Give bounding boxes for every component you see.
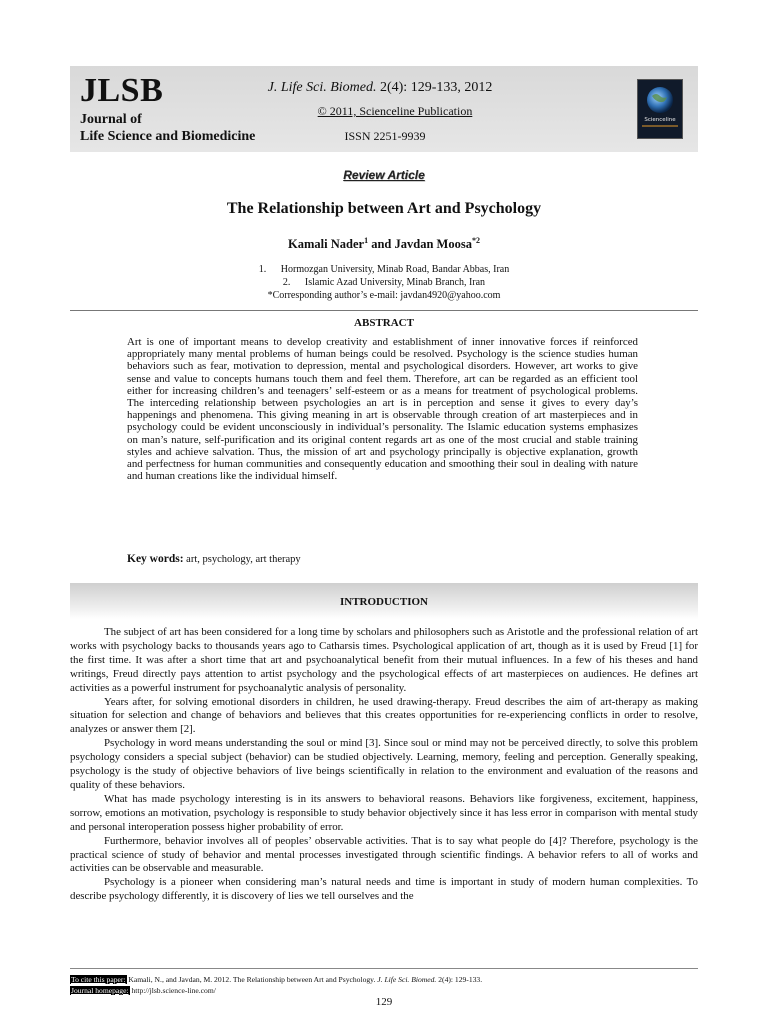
affiliation-2 bbox=[0, 277, 768, 288]
citation-volume: 2(4): 129-133, 2012 bbox=[376, 80, 493, 95]
cite-label: To cite this paper: bbox=[71, 975, 126, 984]
author-joiner: and bbox=[368, 237, 395, 252]
author-2-affiliation: *2 bbox=[471, 236, 480, 245]
paragraph: The subject of art has been considered for a long time by scholars and philosophers such as Aristotle and the professional relation of art works with psychology backs to thousands years ago to Catharsis times. Psychological application of art, though as it is used by Freud [1] for the first time. It was after a short time that art and psychoanalytical benefit from their mutual influences. In a few of his theses and hand writings, Freud directly pays attention to artist psychology and the psychological effects of art masterpieces on audiences. He defines art activities as a powerful instrument for psychoanalytic analysis of personality. bbox=[70, 626, 698, 694]
affiliation-1 bbox=[0, 264, 768, 275]
page-number: 129 bbox=[375, 996, 393, 1008]
issn: ISSN 2251-9939 bbox=[344, 129, 426, 143]
article-title: The Relationship between Art and Psychology bbox=[226, 200, 542, 217]
introduction-heading: INTRODUCTION bbox=[339, 596, 428, 608]
paragraph: Psychology in word means understanding the soul or mind [3]. Since soul or mind may not be perceived directly, to solve this problem psychology considers a special subject (behavior) can be studied objectively. Learning, memory, feeling and perception. Generally speaking, psychology is the study of objective behaviors of live beings scientifically in relation to the environment and evaluation of the reasons and quality of these behaviors. bbox=[70, 737, 698, 791]
homepage-link[interactable]: http://jlsb.science-line.com/ bbox=[129, 986, 216, 995]
homepage-label: Journal homepage: bbox=[71, 986, 129, 995]
cover-label: Scienceline bbox=[644, 117, 676, 123]
affiliation-number: 2. bbox=[282, 277, 291, 288]
paragraph: What has made psychology interesting is in its answers to behavioral reasons. Behaviors like forgiveness, excitement, happiness, sorrow, emotions an motivation, psychology is responsible to study behavior objectively since it has less error in comparison with mental study and personal interoperation possess higher probability of error. bbox=[70, 792, 698, 833]
paragraph: Furthermore, behavior involves all of peoples’ observable activities. That is to say what people do [4]? Therefore, psychology is the practical science of study of behavior and mental processes investigated through scientific findings. A behavior refers to all of works and activities can be observable and measurable. bbox=[70, 834, 698, 875]
author-2: Javdan Moosa bbox=[394, 237, 472, 252]
affiliation-text: Islamic Azad University, Minab Branch, Iran bbox=[304, 277, 486, 288]
footer bbox=[70, 974, 698, 996]
author-1: Kamali Nader bbox=[288, 237, 365, 252]
footer-divider bbox=[70, 968, 698, 969]
paragraph: Psychology is a pioneer when considering man’s natural needs and time is important in study of modern human complexities. To describe psychology differently, it is discovery of lies we tell ourselves and the bbox=[70, 876, 698, 903]
keywords bbox=[127, 553, 638, 565]
cite-rest: 2(4): 129-133. bbox=[436, 975, 483, 984]
author-list bbox=[0, 236, 768, 252]
journal-name-line1: Journal of bbox=[80, 112, 142, 127]
affiliation-text: Hormozgan University, Minab Road, Bandar Abbas, Iran bbox=[280, 264, 510, 275]
journal-logo: JLSB bbox=[80, 72, 164, 109]
divider bbox=[70, 310, 698, 311]
affiliation-number: 1. bbox=[258, 264, 267, 275]
citation-journal: J. Life Sci. Biomed. bbox=[267, 80, 377, 95]
journal-name-line2: Life Science and Biomedicine bbox=[80, 129, 256, 144]
citation-line bbox=[250, 80, 510, 96]
cite-journal: J. Life Sci. Biomed. bbox=[377, 975, 437, 984]
journal-cover-image bbox=[637, 79, 683, 139]
journal-name bbox=[80, 111, 255, 145]
keywords-list: art, psychology, art therapy bbox=[183, 554, 301, 565]
abstract-heading: ABSTRACT bbox=[354, 317, 414, 329]
corresponding-author: *Corresponding author’s e-mail: javdan4920@yahoo.com bbox=[267, 290, 501, 301]
copyright[interactable]: © 2011, Scienceline Publication bbox=[317, 104, 473, 118]
abstract-text: Art is one of important means to develop creativity and establishment of inner innovative forces if reinforced appropriately many mental problems of human beings could be resolved. Psychology is the science studies human behaviors such as fear, motivation to depression, mental and psychological disorders. However, art works to give sense and value to concepts humans touch them and feel them. Therefore, art can be regarded as an efficient tool either for increasing children’s and teenagers’ self-esteem or as a means for treatment of psychological problems. The interceding relationship between psychologies an art is in perception and sense it gives to every day’s happenings and phenomena. This giving meaning in art is observable through creation of art masterpieces and in psychology could be evident unconsciously in individual’s personality. The Islamic education systems emphasizes on man’s nature, self-purification and its original content regards art as one of the most crucial and stable training styles and achieve salvation. Thus, the mission of art and psychology principally is objective explanation, growth and perfectness for human communities and consequently education and smoothing their soul in dealing with nature and human creations like the individual himself. bbox=[127, 336, 638, 483]
author-1-affiliation: 1 bbox=[364, 236, 369, 245]
body-text bbox=[70, 626, 698, 904]
citation-footer bbox=[70, 974, 698, 985]
article-type: Review Article bbox=[343, 168, 425, 182]
keywords-label: Key words: bbox=[127, 553, 184, 565]
globe-icon bbox=[638, 80, 682, 138]
homepage-footer bbox=[70, 985, 698, 996]
cite-text: Kamali, N., and Javdan, M. 2012. The Relationship between Art and Psychology. bbox=[126, 975, 378, 984]
paragraph: Years after, for solving emotional disorders in children, he used drawing-therapy. Freud describes the aim of art-therapy as making situation for selection and change of behaviors and believes that this creates opportunities for re-experiencing conflicts in order to resolve, analyzes or answer them [2]. bbox=[70, 695, 698, 736]
